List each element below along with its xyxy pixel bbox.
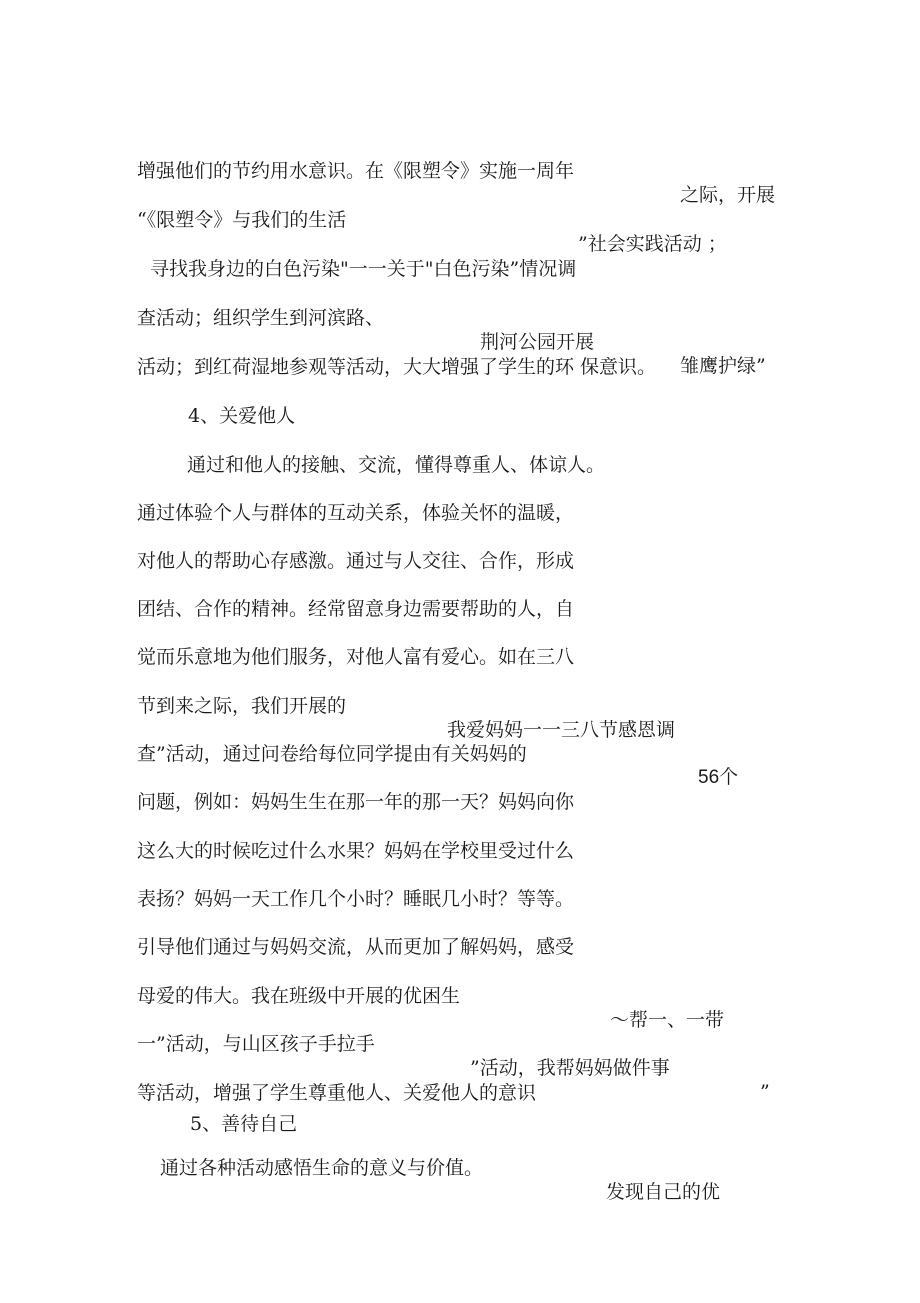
text-segment: 寻找我身边的白色污染"一一关于"白色污染”情况调 [150,258,577,280]
text-segment: 这么大的时候吃过什么水果？妈妈在学校里受过什么 [137,840,575,862]
text-segment: 通过和他人的接触、交流，懂得尊重人、体谅人。 [187,454,606,476]
text-segment: 查活动；组织学生到河滨路、 [137,307,385,329]
text-segment: 引导他们通过与妈妈交流，从而更加了解妈妈，感受 [137,936,575,958]
text-segment: 之际，开展 [680,184,776,206]
text-segment: 活动；到红荷湿地参观等活动，大大增强了学生的环 保意识。 [137,356,657,378]
text-segment: 发现自己的优 [606,1181,721,1203]
text-segment: 通过各种活动感悟生命的意义与价值。 [160,1157,484,1179]
text-segment: 通过体验个人与群体的互动关系，体验关怀的温暖， [137,502,575,524]
text-segment: 觉而乐意地为他们服务，对他人富有爱心。如在三八 [137,646,575,668]
text-segment: 表扬？妈妈一天工作几个小时？睡眠几小时？等等。 [137,888,575,910]
text-segment: 增强他们的节约用水意识。在《限塑令》实施一周年 [137,160,575,182]
text-segment: 我爱妈妈一一三八节感恩调 [447,719,676,741]
text-segment: 对他人的帮助心存感激。通过与人交往、合作，形成 [137,550,575,572]
text-segment: 荆河公园开展 [480,331,595,353]
text-segment: ”活动，我帮妈妈做件事 [470,1057,670,1079]
text-segment: 56个 [698,767,739,788]
text-segment: 雏鹰护绿” [680,355,766,377]
section-heading-text: 5、善待自己 [190,1113,298,1135]
text-segment: 查”活动，通过问卷给每位同学提由有关妈妈的 [137,743,527,765]
section-heading-text: 4、关爱他人 [188,405,296,427]
text-segment: 团结、合作的精神。经常留意身边需要帮助的人，自 [137,598,575,620]
text-segment: ” [760,1081,770,1103]
text-segment: 〜帮一、一带 [610,1009,725,1031]
text-segment: 问题，例如：妈妈生生在那一年的那一天？妈妈向你 [137,791,575,813]
text-segment: 等活动，增强了学生尊重他人、关爱他人的意识 [137,1082,537,1104]
text-segment: 一”活动，与山区孩子手拉手 [137,1033,375,1055]
text-segment: 母爱的伟大。我在班级中开展的优困生 [137,985,461,1007]
text-segment: ”社会实践活动 ； [578,233,727,255]
text-segment: “《限塑令》与我们的生活 [137,209,347,231]
text-segment: 节到来之际，我们开展的 [137,695,347,717]
text-line-22 [0,1132,721,1228]
